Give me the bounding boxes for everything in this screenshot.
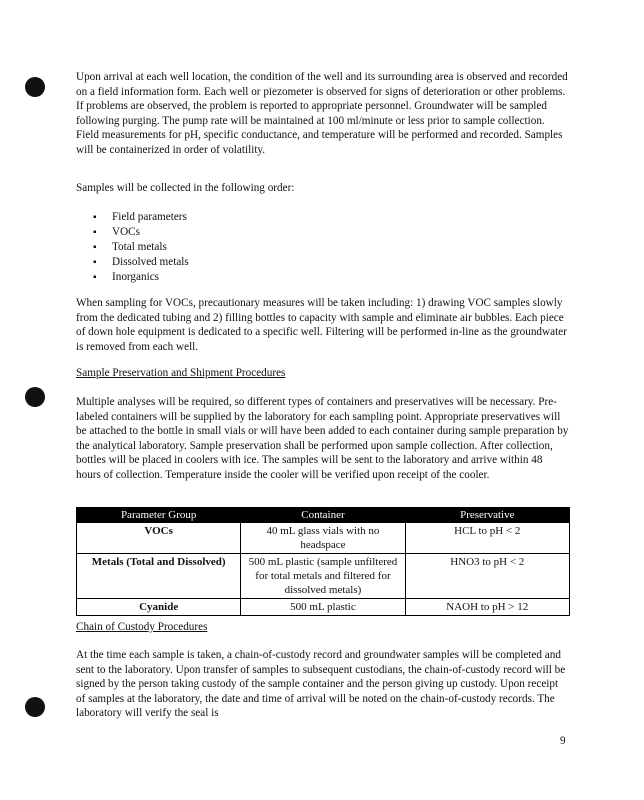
cell-preservative: HCL to pH < 2 xyxy=(405,523,569,554)
list-item: ▪ Total metals xyxy=(93,240,189,255)
paragraph-collection-order: Samples will be collected in the following order: xyxy=(76,182,295,194)
table-header-row xyxy=(77,508,570,523)
header-parameter-group: Parameter Group xyxy=(77,508,241,523)
cell-parameter: Metals (Total and Dissolved) xyxy=(77,554,241,599)
paragraph-preservation: Multiple analyses will be required, so different types of containers and preservatives will be necessary. Pre-labeled containers will be supplied by the laboratory for each sampling point. Appropriate preservatives will be attached to the bottle in small vials or will have been added to each container during sample preparation by the analytical laboratory. Sample preservation shall be performed upon sample collection. After collection, bottles will be placed in coolers with ice. The samples will be sent to the laboratory and arrive within 48 hours of collection. Temperature inside the cooler will be verified upon receipt of the cooler. xyxy=(76,396,569,481)
list-item: ▪ Inorganics xyxy=(93,270,189,285)
sample-order-list xyxy=(93,210,189,285)
preservation-table xyxy=(76,507,570,616)
table-row xyxy=(77,599,570,616)
heading-preservation: Sample Preservation and Shipment Procedures xyxy=(76,367,286,379)
table-row xyxy=(77,554,570,599)
cell-parameter: VOCs xyxy=(77,523,241,554)
cell-parameter: Cyanide xyxy=(77,599,241,616)
cell-container: 40 mL glass vials with no headspace xyxy=(241,523,405,554)
header-preservative: Preservative xyxy=(405,508,569,523)
paragraph-custody: At the time each sample is taken, a chain-of-custody record and groundwater samples will be completed and sent to the laboratory. Upon transfer of samples to subsequent custodians, the chain-of-custody record will be signed by the person taking custody of the sample container and the person giving up custody. Upon receipt of samples at the laboratory, the date and time of arrival will be noted on the chain-of-custody records. The laboratory will verify the seal is xyxy=(76,649,566,720)
page-number: 9 xyxy=(560,735,566,747)
list-item: ▪ Dissolved metals xyxy=(93,255,189,270)
table-row xyxy=(77,523,570,554)
cell-preservative: HNO3 to pH < 2 xyxy=(405,554,569,599)
cell-preservative: NAOH to pH > 12 xyxy=(405,599,569,616)
paragraph-voc-precautions: When sampling for VOCs, precautionary measures will be taken including: 1) drawing VOC samples slowly from the dedicated tubing and 2) filling bottles to capacity with sample and eliminate air bubbles. Each piece of down hole equipment is dedicated to a specific well. Filtering will be performed in-line as the groundwater is removed from each well. xyxy=(76,297,567,353)
list-item: ▪ Field parameters xyxy=(93,210,189,225)
binder-hole-1 xyxy=(25,77,45,97)
list-item: ▪ VOCs xyxy=(93,225,189,240)
cell-container: 500 mL plastic xyxy=(241,599,405,616)
header-container: Container xyxy=(241,508,405,523)
binder-hole-2 xyxy=(25,387,45,407)
cell-container: 500 mL plastic (sample unfiltered for total metals and filtered for dissolved metals) xyxy=(241,554,405,599)
paragraph-well-observation: Upon arrival at each well location, the condition of the well and its surrounding area is observed and recorded on a field information form. Each well or piezometer is observed for signs of deterioration or other problems. If problems are observed, the problem is reported to appropriate personnel. Groundwater will be sampled following purging. The pump rate will be maintained at 100 ml/minute or less prior to sample collection. Field measurements for pH, specific conductance, and temperature will be performed and recorded. Samples will be containerized in order of volatility. xyxy=(76,71,568,156)
binder-hole-3 xyxy=(25,697,45,717)
heading-custody: Chain of Custody Procedures xyxy=(76,621,208,633)
